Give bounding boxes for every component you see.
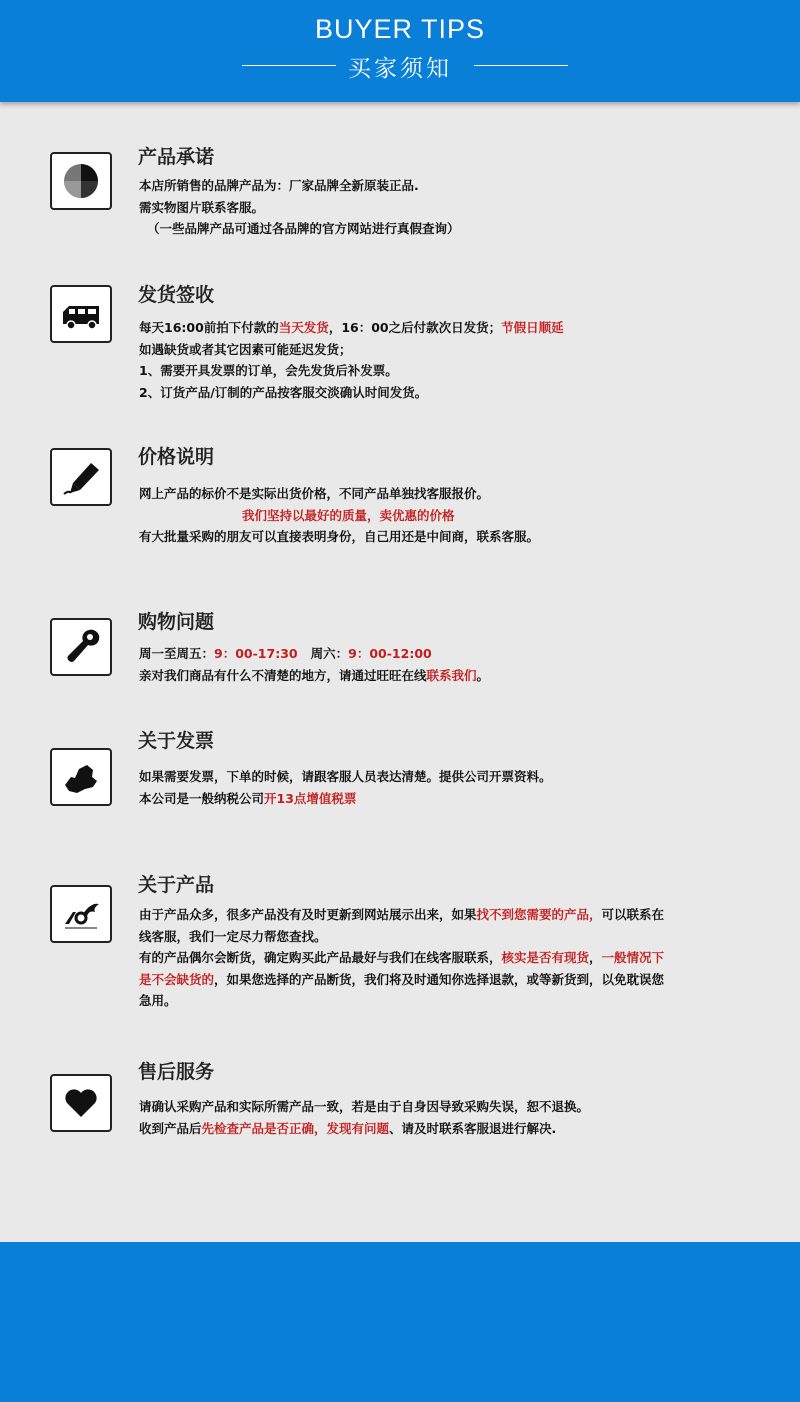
section-title: 发货签收: [138, 284, 215, 306]
section-title: 售后服务: [138, 1061, 215, 1083]
logo-icon: [50, 885, 112, 943]
contact-us-link[interactable]: 联系我们: [426, 667, 477, 683]
text-fragment: 每天16:00前拍下付款的: [139, 320, 279, 335]
text-fragment: 、请及时联系客服退进行解决.: [389, 1120, 557, 1136]
section-body: [139, 1096, 719, 1139]
text-line: [139, 317, 719, 339]
section-body: [139, 766, 719, 809]
text-line: 急用。: [139, 993, 177, 1008]
highlight-text: 核实是否有现货: [501, 950, 590, 965]
text-line: 有大批量采购的朋友可以直接表明身份，自己用还是中间商，联系客服。: [139, 529, 540, 544]
highlight-text: 找不到您需要的产品，: [476, 907, 602, 922]
highlight-text: 先检查产品是否正确，发现有问题: [201, 1120, 390, 1136]
wrench-icon: [50, 618, 112, 676]
text-line: 本店所销售的品牌产品为：厂家品牌全新原装正品.: [139, 178, 419, 193]
text-fragment: ，如果您选择的产品断货，我们将及时通知你选择退款，或等新货到，以免耽误您: [214, 971, 665, 987]
text-line: 需实物图片联系客服。: [139, 199, 265, 215]
text-line: 2、订货产品/订制的产品按客服交淡确认时间发货。: [139, 384, 428, 400]
text-line: 线客服，我们一定尽力帮您查找。: [139, 928, 327, 944]
text-line: 请确认采购产品和实际所需产品一致，若是由于自身因导致采购失误，恕不退换。: [139, 1099, 590, 1114]
section-body: [139, 643, 719, 686]
text-fragment: ，16：00之后付款次日发货；: [328, 320, 502, 335]
footer-banner: [0, 1242, 800, 1402]
text-fragment: ，: [589, 950, 602, 965]
van-icon: [50, 285, 112, 343]
text-fragment: 亲对我们商品有什么不清楚的地方，请通过旺旺在线: [139, 667, 427, 683]
header-title-en: BUYER TIPS: [314, 14, 486, 44]
section-body: [139, 317, 719, 403]
text-line: [139, 969, 719, 991]
highlight-text: 9：00-12:00: [348, 646, 432, 661]
section-body: [139, 904, 719, 1012]
heart-icon: [50, 1074, 112, 1132]
section-title: 价格说明: [138, 446, 215, 468]
highlight-text: 9：00-17:30: [214, 646, 298, 661]
text-line: 1、需要开具发票的订单，会先发货后补发票。: [139, 363, 398, 378]
text-fragment: 收到产品后: [139, 1120, 202, 1136]
highlight-text: 开13点增值税票: [264, 790, 357, 806]
text-line: 如果需要发票，下单的时候，请跟客服人员表达清楚。提供公司开票资料。: [139, 769, 552, 784]
highlight-text: 当天发货: [278, 320, 329, 335]
section-body: [139, 175, 719, 240]
text-line: [139, 643, 719, 665]
highlight-text: 是不会缺货的: [139, 971, 215, 987]
text-line: [139, 665, 719, 687]
text-fragment: 本公司是一般纳税公司: [139, 790, 265, 806]
text-line: （一些品牌产品可通过各品牌的官方网站进行真假查询）: [147, 221, 460, 236]
text-line: [139, 904, 719, 926]
text-line: [139, 1118, 719, 1140]
pie-chart-icon: [50, 152, 112, 210]
highlight-text: 一般情况下: [601, 950, 665, 965]
section-title: 产品承诺: [138, 146, 215, 168]
text-line: [139, 788, 719, 810]
text-fragment: 周一至周五：: [139, 646, 215, 661]
text-line: [139, 947, 719, 969]
text-fragment: 周六：: [297, 646, 349, 661]
text-fragment: 可以联系在: [601, 907, 665, 922]
header-title-cn: 买家须知: [348, 56, 452, 82]
text-line: 网上产品的标价不是实际出货价格，不同产品单独找客服报价。: [139, 486, 490, 501]
section-title: 购物问题: [138, 611, 215, 633]
header-banner: [0, 0, 800, 102]
header-divider-right: [474, 65, 568, 66]
highlight-text: 我们坚持以最好的质量，卖优惠的价格: [242, 507, 455, 523]
section-body: [139, 483, 719, 548]
section-title: 关于发票: [138, 730, 215, 752]
marker-icon: [50, 448, 112, 506]
highlight-text: 节假日顺延: [501, 320, 564, 335]
text-fragment: 有的产品偶尔会断货，确定购买此产品最好与我们在线客服联系，: [139, 950, 502, 965]
text-fragment: 。: [476, 667, 490, 683]
text-fragment: 由于产品众多，很多产品没有及时更新到网站展示出来，如果: [139, 907, 477, 922]
text-line: 如遇缺货或者其它因素可能延迟发货；: [139, 341, 352, 357]
section-title: 关于产品: [138, 874, 215, 896]
map-icon: [50, 748, 112, 806]
